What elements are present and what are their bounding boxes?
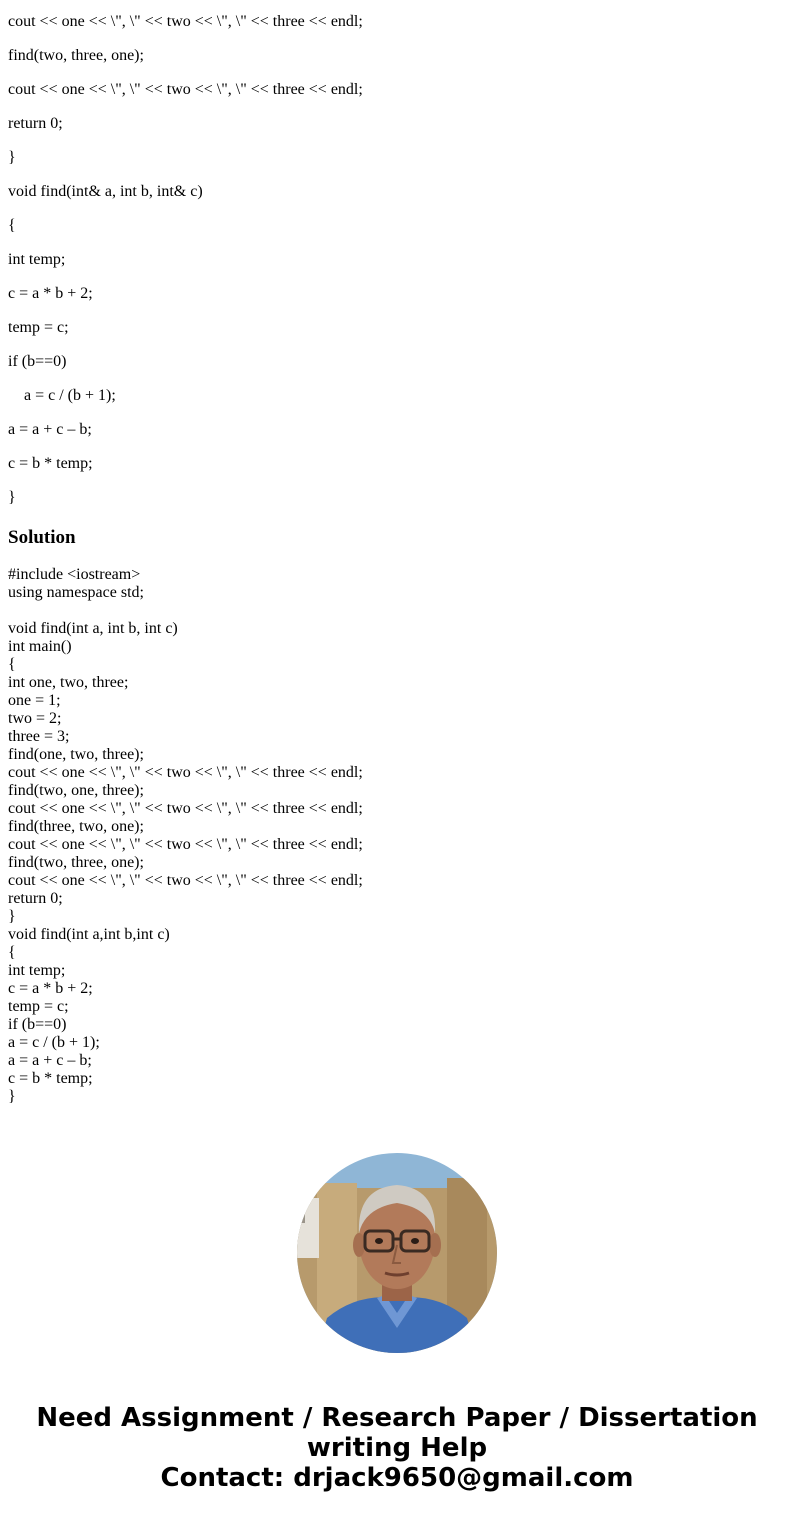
question-code-line: cout << one << \", \" << two << \", \" << three << endl; bbox=[8, 81, 363, 98]
solution-code-line: temp = c; bbox=[8, 998, 69, 1015]
question-code-line: return 0; bbox=[8, 115, 63, 132]
question-code-line: if (b==0) bbox=[8, 353, 67, 370]
question-code-line: cout << one << \", \" << two << \", \" << three << endl; bbox=[8, 13, 363, 30]
solution-code-line: void find(int a, int b, int c) bbox=[8, 620, 178, 637]
question-code bbox=[8, 0, 788, 510]
solution-code-line: find(two, three, one); bbox=[8, 854, 144, 871]
solution-code-line: } bbox=[8, 1088, 16, 1105]
solution-code-line: #include <iostream> bbox=[8, 566, 141, 583]
question-section bbox=[8, 0, 788, 510]
question-code-line: a = c / (b + 1); bbox=[8, 387, 116, 404]
solution-code-line: if (b==0) bbox=[8, 1016, 67, 1033]
solution-code-line: three = 3; bbox=[8, 728, 70, 745]
solution-code-line: find(one, two, three); bbox=[8, 746, 144, 763]
author-photo bbox=[297, 1153, 497, 1353]
question-code-line: temp = c; bbox=[8, 319, 69, 336]
solution-code-line: c = b * temp; bbox=[8, 1070, 93, 1087]
question-code-line: void find(int& a, int b, int& c) bbox=[8, 183, 203, 200]
solution-code-line: void find(int a,int b,int c) bbox=[8, 926, 170, 943]
solution-code bbox=[8, 566, 363, 1106]
solution-code-line: cout << one << \", \" << two << \", \" << three << endl; bbox=[8, 764, 363, 781]
solution-code-line: int temp; bbox=[8, 962, 66, 979]
author-photo-icon bbox=[297, 1153, 497, 1353]
solution-code-line: cout << one << \", \" << two << \", \" << three << endl; bbox=[8, 836, 363, 853]
question-code-line: find(two, three, one); bbox=[8, 47, 144, 64]
solution-heading: Solution bbox=[8, 527, 76, 548]
solution-code-line: find(two, one, three); bbox=[8, 782, 144, 799]
solution-code-line: two = 2; bbox=[8, 710, 62, 727]
solution-code-line: cout << one << \", \" << two << \", \" << three << endl; bbox=[8, 800, 363, 817]
question-code-line: c = a * b + 2; bbox=[8, 285, 93, 302]
solution-code-line: one = 1; bbox=[8, 692, 61, 709]
solution-code-line: { bbox=[8, 944, 16, 961]
solution-code-line: c = a * b + 2; bbox=[8, 980, 93, 997]
promo-banner bbox=[0, 1403, 794, 1493]
solution-code-line: int main() bbox=[8, 638, 72, 655]
solution-code-line: a = c / (b + 1); bbox=[8, 1034, 100, 1051]
solution-code-line: } bbox=[8, 908, 16, 925]
solution-code-line: a = a + c – b; bbox=[8, 1052, 92, 1069]
solution-code-line: using namespace std; bbox=[8, 584, 144, 601]
solution-code-line: return 0; bbox=[8, 890, 63, 907]
solution-code-line: int one, two, three; bbox=[8, 674, 129, 691]
solution-code-line: { bbox=[8, 656, 16, 673]
promo-contact: Contact: drjack9650@gmail.com bbox=[160, 1463, 634, 1493]
question-code-line: { bbox=[8, 217, 16, 234]
promo-line-2: writing Help bbox=[306, 1433, 488, 1463]
question-code-line: int temp; bbox=[8, 251, 66, 268]
question-code-line: } bbox=[8, 149, 16, 166]
solution-code-line: find(three, two, one); bbox=[8, 818, 144, 835]
solution-code-line: cout << one << \", \" << two << \", \" << three << endl; bbox=[8, 872, 363, 889]
question-code-line: } bbox=[8, 489, 16, 506]
promo-line-1: Need Assignment / Research Paper / Dissertation bbox=[36, 1403, 758, 1433]
question-code-line: c = b * temp; bbox=[8, 455, 93, 472]
question-code-line: a = a + c – b; bbox=[8, 421, 92, 438]
solution-code-line bbox=[8, 602, 363, 620]
